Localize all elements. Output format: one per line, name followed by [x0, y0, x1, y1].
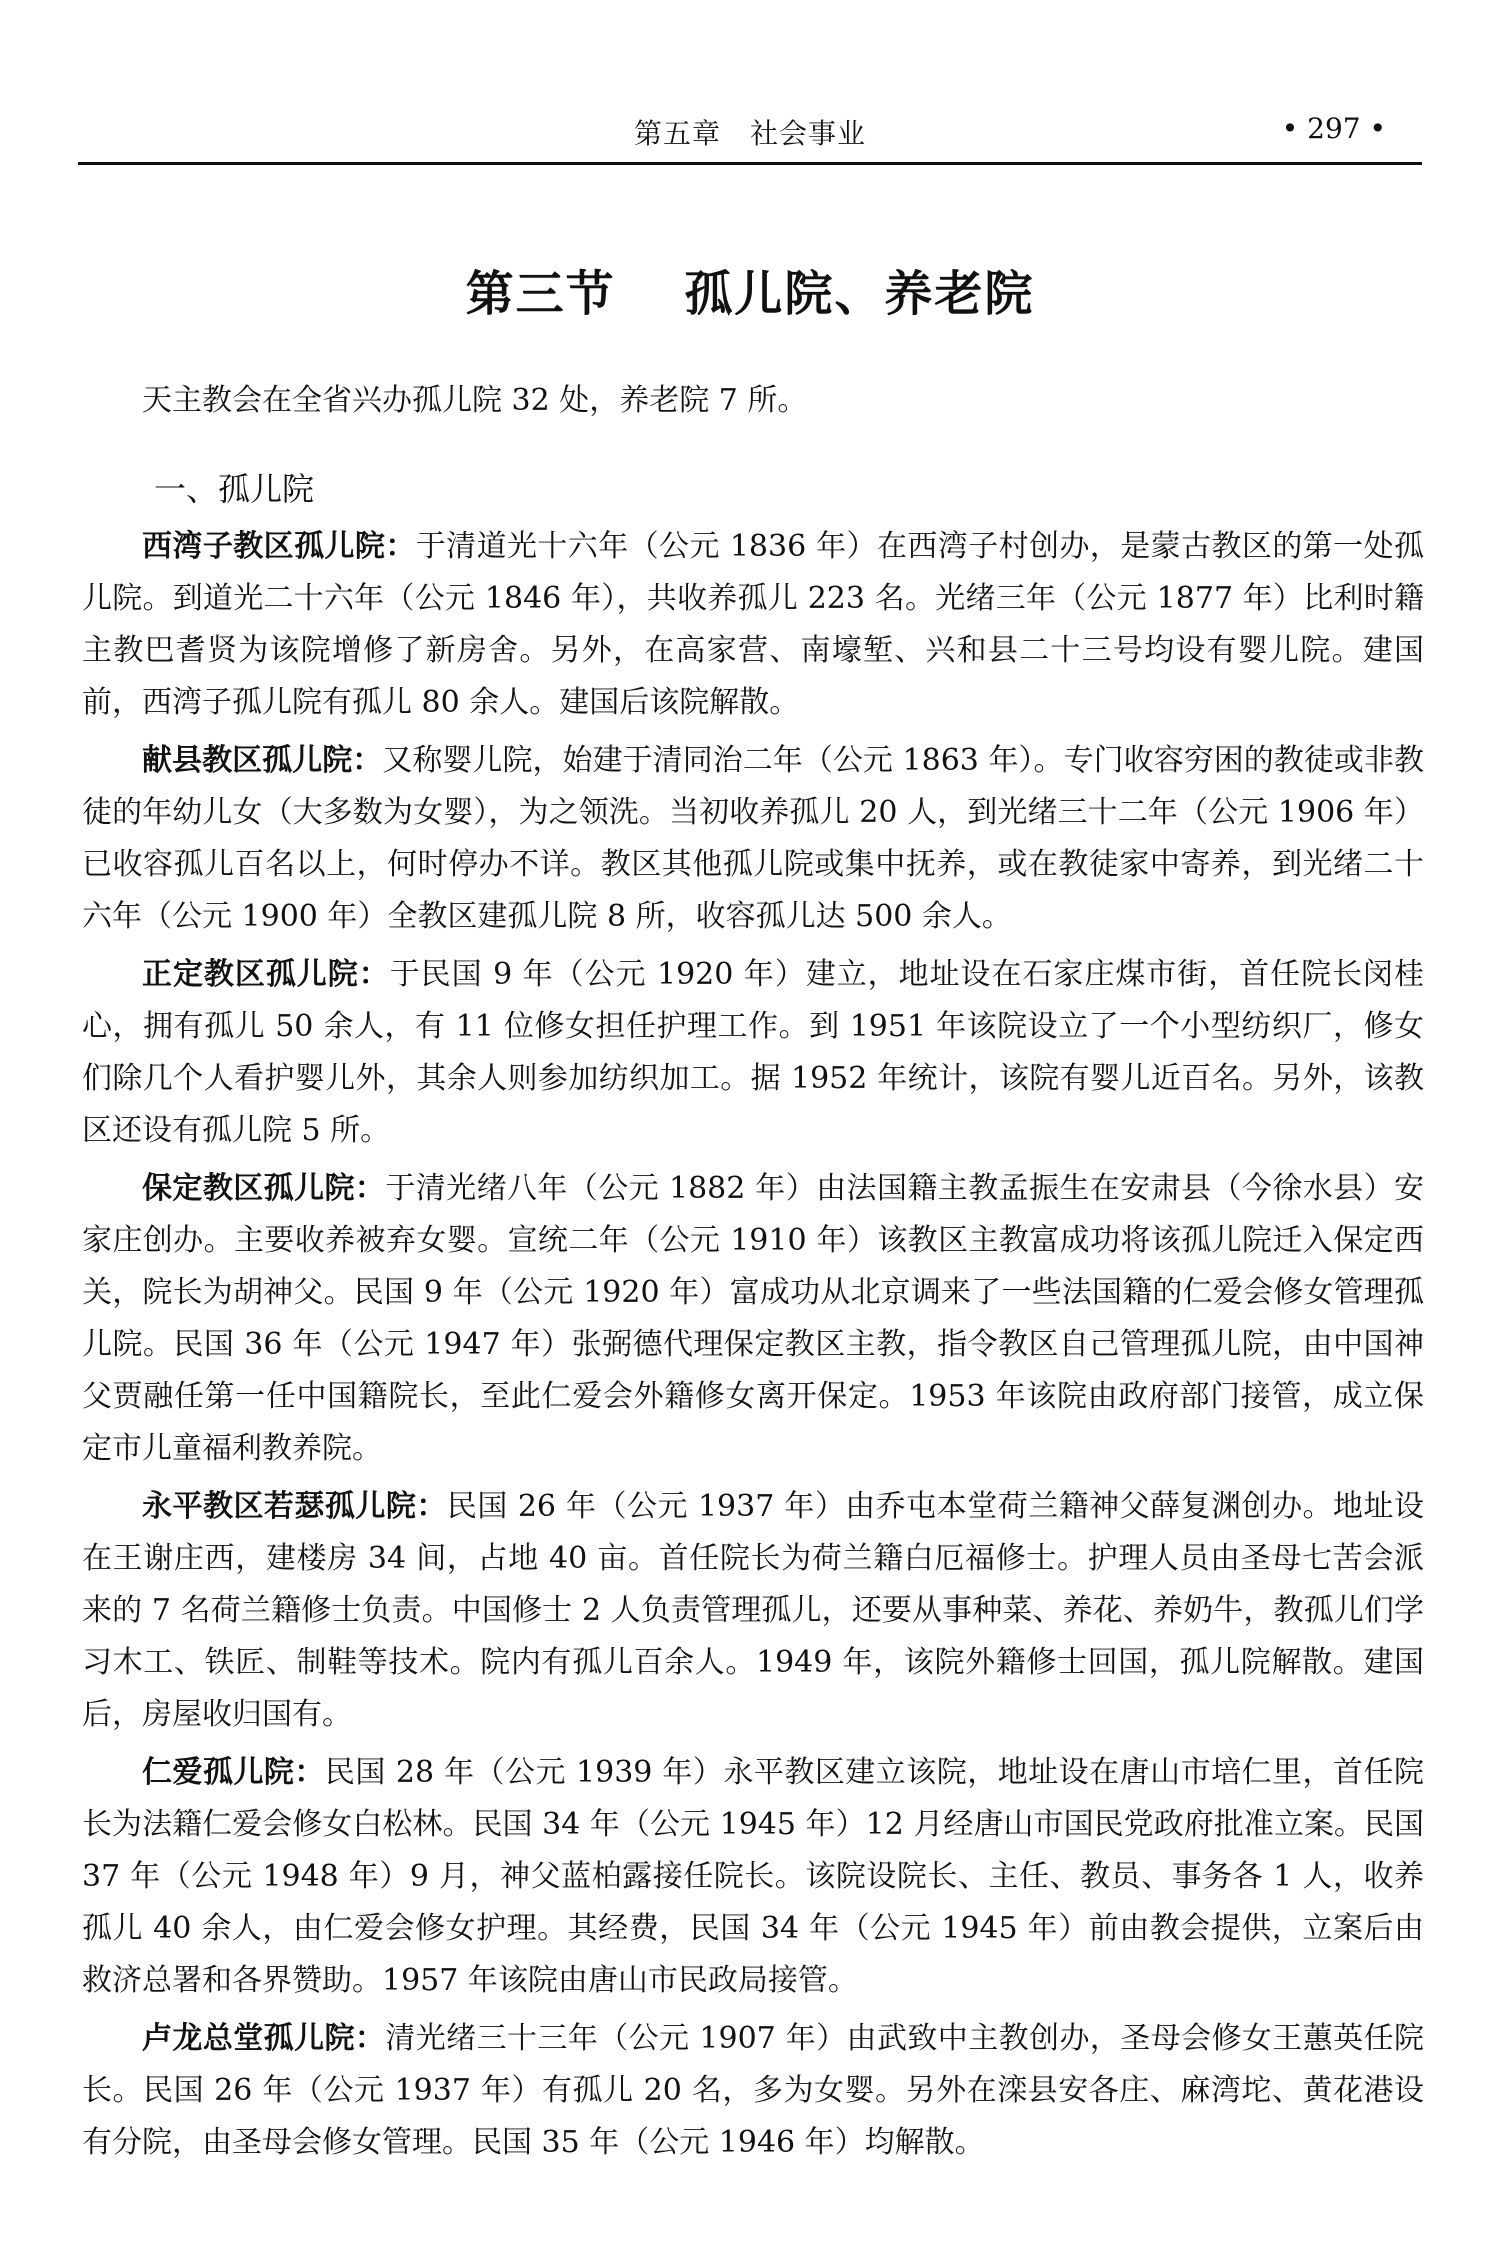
section-title: 第三节 孤儿院、养老院 — [465, 266, 1035, 322]
running-header-chapter: 第五章 社会事业 — [633, 117, 866, 150]
paragraph-lulong — [82, 2013, 1424, 2169]
paragraph-text: 于清光绪八年（公元 1882 年）由法国籍主教孟振生在安肃县（今徐水县）安家庄创办。主要收养被弃女婴。宣统二年（公元 1910 年）该教区主教富成功将该孤儿院迁入保定西关，院长为胡神父。民国 9 年（公元 1920 年）富成功从北京调来了一些法国籍的仁爱会修女管理孤儿院。民国 36 年（公元 1947 年）张弼德代理保定教区主教，指令教区自己管理孤儿院，由中国神父贾融任第一任中国籍院长，至此仁爱会外籍修女离开保定。1953 年该院由政府部门接管，成立保定市儿童福利教养院。 — [82, 1171, 1425, 1466]
paragraph-lead: 仁爱孤儿院： — [142, 1755, 325, 1790]
intro-paragraph: 天主教会在全省兴办孤儿院 32 处，养老院 7 所。 — [142, 383, 808, 418]
paragraph-text: 于清道光十六年（公元 1836 年）在西湾子村创办，是蒙古教区的第一处孤儿院。到道光二十六年（公元 1846 年），共收养孤儿 223 名。光绪三年（公元 1877 年）比利时籍主教巴耆贤为该院增修了新房舍。另外，在高家营、南壕堑、兴和县二十三号均设有婴儿院。建国前，西湾子孤儿院有孤儿 80 余人。建国后该院解散。 — [82, 529, 1425, 720]
paragraph-renai — [82, 1747, 1424, 2007]
paragraph-text: 于民国 9 年（公元 1920 年）建立，地址设在石家庄煤市街，首任院长闵桂心，拥有孤儿 50 余人，有 11 位修女担任护理工作。到 1951 年该院设立了一个小型纺织厂，修女们除几个人看护婴儿外，其余人则参加纺织加工。据 1952 年统计，该院有婴儿近百名。另外，该教区还设有孤儿院 5 所。 — [82, 957, 1424, 1148]
paragraph-lead: 永平教区若瑟孤儿院： — [142, 1489, 447, 1524]
paragraph-text: 清光绪三十三年（公元 1907 年）由武致中主教创办，圣母会修女王蕙英任院长。民国 26 年（公元 1937 年）有孤儿 20 名，多为女婴。另外在滦县安各庄、麻湾坨、黄花港设有分院，由圣母会修女管理。民国 35 年（公元 1946 年）均解散。 — [82, 2021, 1425, 2160]
paragraph-lead: 献县教区孤儿院： — [142, 743, 383, 778]
paragraph-baoding — [82, 1163, 1424, 1475]
paragraph-text: 又称婴儿院，始建于清同治二年（公元 1863 年）。专门收容穷困的教徒或非教徒的年幼儿女（大多数为女婴），为之领洗。当初收养孤儿 20 人，到光绪三十二年（公元 1906 年）已收容孤儿百名以上，何时停办不详。教区其他孤儿院或集中抚养，或在教徒家中寄养，到光绪二十六年（公元 1900 年）全教区建孤儿院 8 所，收容孤儿达 500 余人。 — [82, 743, 1425, 934]
paragraph-lead: 正定教区孤儿院： — [142, 957, 390, 992]
paragraph-zhengding — [82, 949, 1424, 1157]
paragraph-text: 民国 28 年（公元 1939 年）永平教区建立该院，地址设在唐山市培仁里，首任院长为法籍仁爱会修女白松林。民国 34 年（公元 1945 年）12 月经唐山市国民党政府批准立案。民国 37 年（公元 1948 年）9 月，神父蓝柏露接任院长。该院设院长、主任、教员、事务各 1 人，收养孤儿 40 余人，由仁爱会修女护理。其经费，民国 34 年（公元 1945 年）前由教会提供，立案后由救济总署和各界赞助。1957 年该院由唐山市民政局接管。 — [82, 1755, 1425, 1998]
body-text — [82, 375, 1424, 2175]
paragraph-xianxian — [82, 735, 1424, 943]
header-divider — [78, 162, 1422, 165]
paragraph-lead: 西湾子教区孤儿院： — [142, 529, 416, 564]
paragraph-lead: 保定教区孤儿院： — [142, 1171, 386, 1206]
subsection-heading: 一、孤儿院 — [154, 470, 315, 508]
paragraph-yongping — [82, 1481, 1424, 1741]
page-number: • 297 • — [1281, 112, 1386, 145]
page-header — [78, 108, 1422, 158]
paragraph-xiwanzi — [82, 521, 1424, 729]
paragraph-lead: 卢龙总堂孤儿院： — [142, 2021, 386, 2056]
paragraph-text: 民国 26 年（公元 1937 年）由乔屯本堂荷兰籍神父薛复渊创办。地址设在王谢庄西，建楼房 34 间，占地 40 亩。首任院长为荷兰籍白厄福修士。护理人员由圣母七苦会派来的 7 名荷兰籍修士负责。中国修士 2 人负责管理孤儿，还要从事种菜、养花、养奶牛，教孤儿们学习木工、铁匠、制鞋等技术。院内有孤儿百余人。1949 年，该院外籍修士回国，孤儿院解散。建国后，房屋收归国有。 — [82, 1489, 1425, 1732]
